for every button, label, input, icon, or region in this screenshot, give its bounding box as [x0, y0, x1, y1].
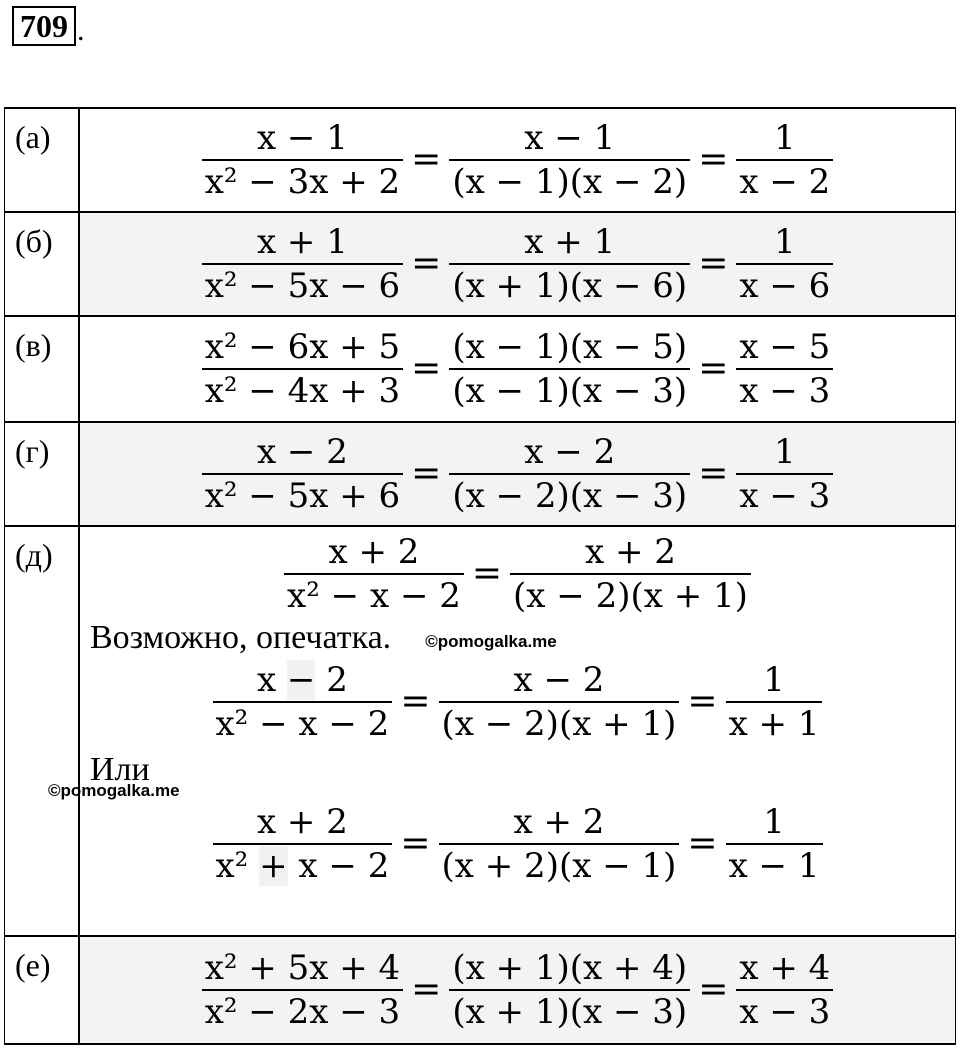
row-b-label: (б)	[5, 213, 80, 315]
denominator: x² − 4x + 3	[204, 371, 401, 411]
denominator: x² − 5x − 6	[204, 266, 401, 306]
numerator: x + 1	[524, 222, 616, 262]
equals-sign: =	[471, 553, 503, 594]
row-e-cell	[80, 937, 955, 1043]
row-e	[4, 937, 956, 1045]
numerator: x − 1	[524, 118, 616, 158]
typo-note: Возможно, опечатка.	[90, 619, 392, 656]
numerator: 1	[763, 660, 785, 700]
row-v-cell	[80, 317, 955, 421]
highlighted-sign: −	[286, 660, 316, 700]
row-a	[4, 109, 956, 213]
row-d	[4, 527, 956, 937]
numerator: x² − 6x + 5	[204, 327, 401, 367]
equals-sign: =	[698, 243, 729, 284]
denominator: x − 2	[739, 162, 831, 202]
denominator: (x − 2)(x + 1)	[441, 704, 677, 744]
fraction-original	[213, 801, 393, 887]
fraction-factored	[449, 947, 690, 1033]
denominator: x² − x − 2	[215, 704, 390, 744]
fraction-result	[726, 801, 823, 887]
numerator: (x − 1)(x − 5)	[452, 327, 688, 367]
watermark: ©pomogalka.me	[425, 632, 557, 651]
problem-number	[12, 6, 85, 46]
equals-sign: =	[698, 969, 729, 1010]
equals-sign: =	[411, 243, 442, 284]
row-a-label: (а)	[5, 109, 80, 211]
fraction-factored	[449, 326, 690, 412]
row-g	[4, 423, 956, 527]
equation	[198, 326, 838, 412]
equals-sign: =	[698, 139, 729, 180]
numerator-part: x	[256, 660, 287, 700]
denominator: x − 3	[739, 371, 831, 411]
fraction-factored	[510, 531, 751, 617]
row-g-label: (г)	[5, 423, 80, 525]
equals-sign: =	[698, 348, 729, 389]
fraction-original	[202, 221, 403, 307]
denominator	[213, 845, 393, 887]
numerator: x + 2	[585, 532, 676, 572]
numerator: x + 2	[513, 802, 605, 842]
fraction-factored	[449, 431, 690, 517]
watermark: ©pomogalka.me	[48, 781, 180, 800]
equals-sign: =	[400, 681, 431, 722]
numerator: x + 1	[256, 222, 348, 262]
row-e-label: (е)	[5, 937, 80, 1043]
denominator: (x + 1)(x − 3)	[452, 992, 688, 1032]
denominator: (x − 2)(x + 1)	[513, 576, 748, 616]
row-g-cell	[80, 423, 955, 525]
fraction-result	[736, 947, 833, 1033]
equation	[198, 431, 838, 517]
fraction-original	[202, 117, 403, 203]
problem-number-box: 709	[12, 6, 76, 46]
row-v	[4, 317, 956, 423]
denominator-part: x − 2	[287, 846, 390, 886]
row-d-label: (д)	[5, 527, 80, 935]
fraction-original	[284, 531, 464, 617]
fraction-factored	[439, 801, 680, 887]
numerator: 1	[763, 802, 785, 842]
denominator: x² − 2x − 3	[204, 992, 401, 1032]
fraction-result	[736, 117, 833, 203]
fraction-factored	[449, 221, 690, 307]
numerator: x − 2	[256, 432, 348, 472]
equation	[198, 221, 838, 307]
or-note: Или	[90, 751, 150, 788]
denominator: x² − 5x + 6	[204, 476, 401, 516]
fraction-original	[202, 947, 403, 1033]
fraction-result	[736, 326, 833, 412]
fraction-factored	[439, 659, 680, 745]
solution-table	[4, 107, 956, 1045]
fraction-result	[736, 221, 833, 307]
denominator: x − 3	[739, 476, 831, 516]
denominator-part: x²	[215, 846, 260, 886]
equation-variant-1	[209, 659, 827, 745]
numerator: x − 2	[524, 432, 616, 472]
denominator: x − 3	[739, 992, 831, 1032]
numerator: x − 5	[739, 327, 831, 367]
row-b-cell	[80, 213, 955, 315]
row-v-label: (в)	[5, 317, 80, 421]
numerator: 1	[774, 118, 796, 158]
fraction-result	[726, 659, 823, 745]
numerator: x + 4	[739, 948, 831, 988]
equals-sign: =	[400, 823, 431, 864]
denominator: x − 1	[728, 846, 820, 886]
numerator: (x + 1)(x + 4)	[452, 948, 688, 988]
numerator: x + 2	[328, 532, 420, 572]
equals-sign: =	[687, 823, 718, 864]
numerator: x + 2	[256, 802, 348, 842]
numerator	[254, 659, 351, 701]
numerator: 1	[774, 222, 796, 262]
numerator: x − 1	[256, 118, 348, 158]
fraction-result	[736, 431, 833, 517]
fraction-original	[213, 659, 393, 745]
typo-note-line	[90, 619, 557, 657]
equals-sign: =	[411, 969, 442, 1010]
numerator: 1	[774, 432, 796, 472]
numerator-part: 2	[315, 660, 348, 700]
denominator: x² − x − 2	[287, 576, 461, 616]
denominator: x + 1	[728, 704, 820, 744]
problem-number-dot: .	[77, 14, 85, 47]
row-d-cell	[48, 527, 955, 935]
equals-sign: =	[411, 348, 442, 389]
row-b	[4, 213, 956, 317]
denominator: (x − 1)(x − 2)	[452, 162, 688, 202]
row-a-cell	[80, 109, 955, 211]
equation	[198, 117, 838, 203]
denominator: x − 6	[739, 266, 831, 306]
fraction-original	[202, 326, 403, 412]
fraction-original	[202, 431, 403, 517]
equals-sign: =	[687, 681, 718, 722]
numerator: x² + 5x + 4	[204, 948, 401, 988]
fraction-factored	[449, 117, 690, 203]
numerator: x − 2	[513, 660, 605, 700]
highlighted-sign: +	[259, 846, 288, 886]
equation-variant-2	[209, 801, 827, 887]
denominator: (x + 1)(x − 6)	[452, 266, 688, 306]
denominator: (x + 2)(x − 1)	[441, 846, 677, 886]
equation-given	[280, 531, 755, 617]
denominator: (x − 2)(x − 3)	[452, 476, 688, 516]
equals-sign: =	[698, 453, 729, 494]
equals-sign: =	[411, 453, 442, 494]
denominator: (x − 1)(x − 3)	[452, 371, 688, 411]
denominator: x² − 3x + 2	[204, 162, 401, 202]
equation	[198, 947, 838, 1033]
equals-sign: =	[411, 139, 442, 180]
